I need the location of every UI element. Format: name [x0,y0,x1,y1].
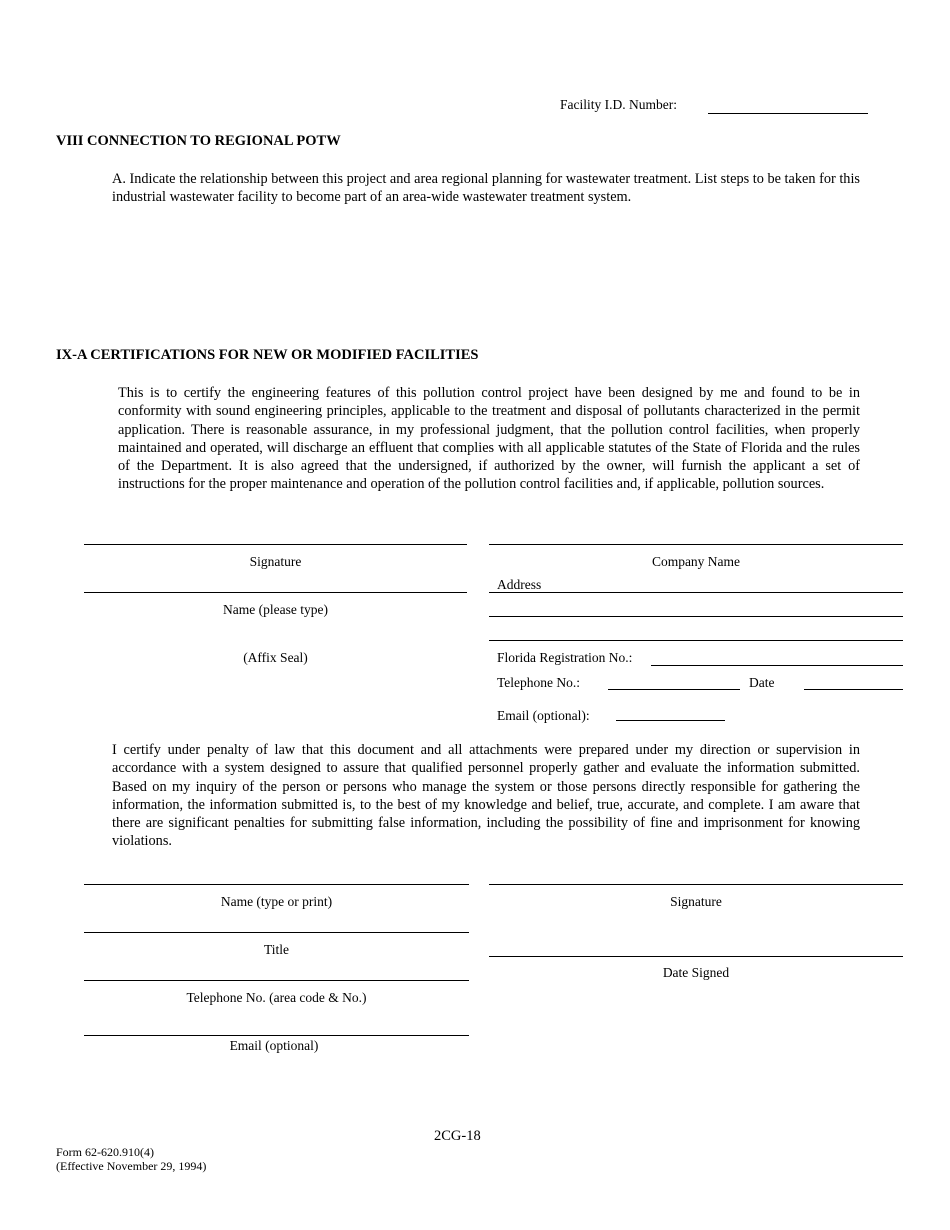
cert-date-signed-line[interactable] [489,956,903,957]
cert-signature-line[interactable] [489,884,903,885]
form-effective-date: (Effective November 29, 1994) [56,1159,207,1173]
cert-title-line[interactable] [84,932,469,933]
email-label: Email (optional): [497,708,590,723]
telephone-label: Telephone No.: [497,675,581,690]
telephone-line[interactable] [608,689,740,690]
company-name-line[interactable] [489,544,903,545]
address-line-2[interactable] [489,616,903,617]
date-line[interactable] [804,689,903,690]
email-line[interactable] [616,720,725,721]
cert-name-label: Name (type or print) [220,894,333,909]
address-label: Address [497,577,542,592]
form-number: Form 62-620.910(4) [56,1145,154,1159]
cert-title-label: Title [263,942,290,957]
address-line-1[interactable] [489,592,903,593]
engineer-signature-line[interactable] [84,544,467,545]
cert-signature-label: Signature [670,894,722,909]
florida-registration-line[interactable] [651,665,903,666]
cert-date-signed-label: Date Signed [662,965,730,980]
section-viii-response-area[interactable] [112,210,860,335]
section-ixa-paragraph: This is to certify the engineering features of this pollution control project have been designed by me and found to be in conformity with sound engineering principles, applicable to the treatment and disposal of pollutants characterized in the permit application. There is reasonable assurance, in my professional judgment, that the pollution control facilities, when properly maintained and operated, will discharge an effluent that complies with all applicable statutes of the State of Florida and the rules of the Department. It is also agreed that the undersigned, if authorized by the owner, will furnish the applicant a set of instructions for the proper maintenance and operation of the pollution control facilities and, if applicable, pollution sources. [118,385,860,493]
facility-id-label: Facility I.D. Number: [560,97,677,112]
cert-email-label: Email (optional) [229,1038,319,1053]
cert-email-line[interactable] [84,1035,469,1036]
section-viii-item-a: A. Indicate the relationship between this project and area regional planning for wastewater treatment. List steps to be taken for this industrial wastewater facility to become part of an area-wide wastewater treatment system. [112,171,860,206]
engineer-signature-label: Signature [249,554,302,569]
address-line-3[interactable] [489,640,903,641]
florida-registration-label: Florida Registration No.: [497,650,633,665]
engineer-name-line[interactable] [84,592,467,593]
section-viii-title: VIII CONNECTION TO REGIONAL POTW [56,133,341,149]
date-label: Date [749,675,775,690]
cert-name-line[interactable] [84,884,469,885]
section-ixa-title: IX-A CERTIFICATIONS FOR NEW OR MODIFIED FACILITIES [56,347,479,363]
cert-telephone-label: Telephone No. (area code & No.) [186,990,367,1005]
page-number: 2CG-18 [434,1128,481,1144]
cert-telephone-line[interactable] [84,980,469,981]
engineer-name-label: Name (please type) [223,602,328,617]
facility-id-input-line[interactable] [708,113,868,114]
affix-seal-label: (Affix Seal) [243,650,308,665]
certification-paragraph: I certify under penalty of law that this document and all attachments were prepared under my direction or supervision in accordance with a system designed to assure that qualified personnel properly gather and evaluate the information submitted. Based on my inquiry of the person or persons who manage the system or those persons directly responsible for gathering the information, the information submitted is, to the best of my knowledge and belief, true, accurate, and complete. I am aware that there are significant penalties for submitting false information, including the possibility of fine and imprisonment for knowing violations. [112,742,860,850]
company-name-label: Company Name [651,554,741,569]
